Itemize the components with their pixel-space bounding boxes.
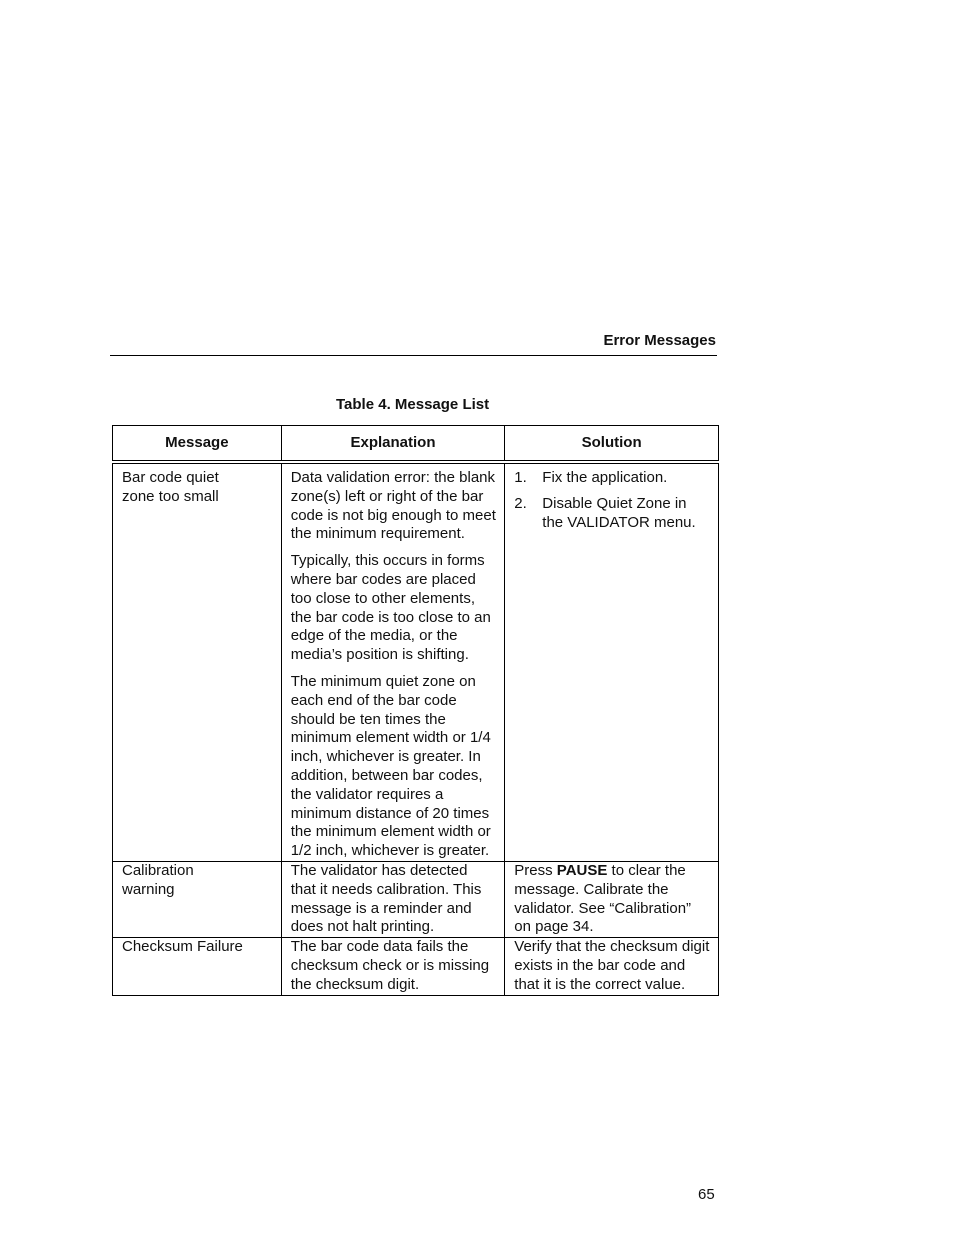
message-cell <box>113 938 282 995</box>
page-number: 65 <box>698 1186 715 1203</box>
solution-text: Verify that the checksum digit exists in the bar code and that it is the correct value. <box>514 938 710 993</box>
solution-cell <box>505 938 719 995</box>
column-header-explanation: Explanation <box>281 426 505 463</box>
solution-step <box>514 469 710 488</box>
explanation-cell <box>281 938 505 995</box>
solution-cell <box>505 861 719 937</box>
table-row <box>113 462 719 861</box>
table-row <box>113 938 719 995</box>
table-row <box>113 861 719 937</box>
message-line: zone too small <box>122 487 219 505</box>
solution-steps <box>514 469 710 532</box>
explanation-cell <box>281 861 505 937</box>
explanation-paragraph: Data validation error: the blank zone(s) left or right of the bar code is not big enough to meet the minimum requirement. <box>290 469 496 543</box>
column-header-solution: Solution <box>505 426 719 463</box>
explanation-cell <box>281 462 505 861</box>
step-text: Fix the application. <box>542 469 668 486</box>
message-cell <box>113 462 282 861</box>
step-number: 2. <box>514 494 527 512</box>
message-cell <box>113 861 282 937</box>
explanation-paragraph: Typically, this occurs in forms where bar codes are placed too close to other elements, the bar code is too close to an edge of the media, or the media’s position is shifting. <box>290 552 491 664</box>
message-list-table <box>112 425 719 996</box>
running-header <box>110 332 717 356</box>
solution-cell <box>505 462 719 861</box>
table-header-row <box>113 426 719 463</box>
explanation-text: The bar code data fails the checksum check or is missing the checksum digit. <box>290 938 490 993</box>
solution-text-before: Press <box>514 861 557 879</box>
explanation-paragraph: The minimum quiet zone on each end of the bar code should be ten times the minimum element width or 1/4 inch, whichever is greater. In addition, between bar codes, the validator requires a minimum distance of 20 times the minimum element width or 1/2 inch, whichever is greater. <box>290 672 491 860</box>
solution-text-after: to clear the message. Calibrate the validator. See “Calibration” on page 34. <box>514 861 692 936</box>
section-title: Error Messages <box>603 332 716 349</box>
explanation-text: The validator has detected that it needs calibration. This message is a reminder and does not halt printing. <box>290 861 482 936</box>
message-line: warning <box>122 880 175 898</box>
message-line: Calibration <box>122 861 194 879</box>
pause-key-label: PAUSE <box>556 861 608 879</box>
message-text: Checksum Failure <box>122 938 243 956</box>
message-line: Bar code quiet <box>122 469 219 486</box>
step-number: 1. <box>514 469 527 486</box>
column-header-message: Message <box>113 426 282 463</box>
step-text: Disable Quiet Zone in the VALIDATOR menu. <box>542 494 696 531</box>
solution-step <box>514 495 710 533</box>
table-caption: Table 4. Message List <box>336 396 490 413</box>
